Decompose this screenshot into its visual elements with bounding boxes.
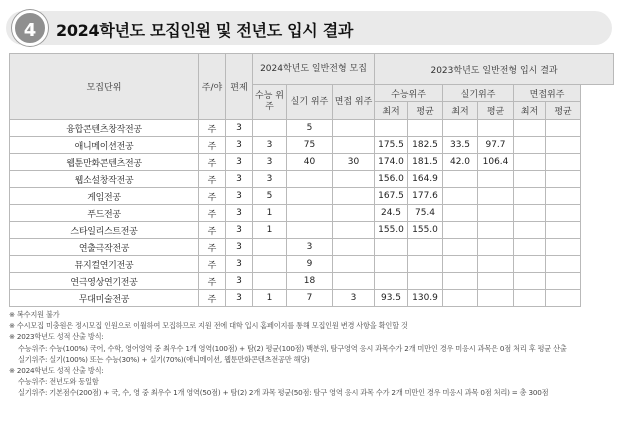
silgi-avg: [478, 239, 514, 256]
table-row: [10, 188, 614, 205]
silgi-avg: [478, 222, 514, 239]
silgi-min: 33.5: [443, 137, 478, 154]
quota-2024-silgi: 9: [287, 256, 333, 273]
day-night: 주: [199, 239, 226, 256]
header-avg: 평균: [546, 102, 581, 120]
quota-2024-silgi: 18: [287, 273, 333, 290]
silgi-min: [443, 171, 478, 188]
suneung-avg: 182.5: [408, 137, 443, 154]
header-day-night: 주/야: [199, 54, 226, 120]
quota-2024-suneung: [253, 239, 287, 256]
silgi-min: [443, 222, 478, 239]
quota-2024-suneung: 1: [253, 222, 287, 239]
suneung-avg: 177.6: [408, 188, 443, 205]
suneung-min: [375, 239, 408, 256]
interview-avg: [546, 120, 581, 137]
quota-2024-suneung: [253, 256, 287, 273]
suneung-avg: [408, 120, 443, 137]
major-name: 무대미술전공: [10, 290, 199, 307]
quota-2024-interview: [333, 120, 375, 137]
interview-min: [514, 120, 546, 137]
interview-avg: [546, 290, 581, 307]
silgi-min: [443, 273, 478, 290]
table-row: [10, 171, 614, 188]
suneung-min: 24.5: [375, 205, 408, 222]
header-min: 최저: [375, 102, 408, 120]
major-name: 연출극작전공: [10, 239, 199, 256]
page-title: 2024학년도 모집인원 및 전년도 입시 결과: [56, 21, 354, 40]
day-night: 주: [199, 171, 226, 188]
day-night: 주: [199, 137, 226, 154]
interview-avg: [546, 239, 581, 256]
table-row: [10, 222, 614, 239]
silgi-avg: [478, 273, 514, 290]
quota-2024-silgi: 7: [287, 290, 333, 307]
note-line: 실기위주: 실기(100%) 또는 수능(30%) + 실기(70%)(애니메이션, 웹툰만화콘텐츠전공만 해당): [18, 354, 310, 364]
quota-2024-suneung: 1: [253, 205, 287, 222]
header-major: 모집단위: [10, 54, 199, 120]
admission-results-table: [9, 53, 614, 307]
quota-2024-silgi: 5: [287, 120, 333, 137]
quota-2024-interview: [333, 137, 375, 154]
quota-2024-interview: [333, 188, 375, 205]
interview-min: [514, 188, 546, 205]
header-system: 편제: [226, 54, 253, 120]
table-row: [10, 290, 614, 307]
quota-2024-silgi: [287, 171, 333, 188]
note-line: 수능위주: 수능(100%) 국어, 수학, 영어영역 중 최우수 1개 영역(100점) + 탐(2) 평균(100점) 백분위, 탐구영역 응시 과목수가 2개 미만인 경우 미응시 과목은 0점 처리 후 평균 산출: [18, 343, 567, 353]
quota-2024-interview: [333, 273, 375, 290]
silgi-min: [443, 239, 478, 256]
suneung-min: [375, 256, 408, 273]
interview-min: [514, 222, 546, 239]
suneung-min: 175.5: [375, 137, 408, 154]
suneung-avg: [408, 256, 443, 273]
note-line: ※ 복수지원 불가: [9, 310, 60, 319]
major-name: 게임전공: [10, 188, 199, 205]
interview-min: [514, 137, 546, 154]
header-2023-group: 2023학년도 일반전형 입시 결과: [375, 54, 614, 85]
section-header: [6, 8, 612, 48]
interview-min: [514, 171, 546, 188]
system-years: 3: [226, 120, 253, 137]
quota-2024-interview: [333, 171, 375, 188]
silgi-min: [443, 256, 478, 273]
interview-avg: [546, 154, 581, 171]
suneung-avg: [408, 273, 443, 290]
table-row: [10, 120, 614, 137]
silgi-avg: [478, 188, 514, 205]
interview-min: [514, 239, 546, 256]
major-name: 웹툰만화콘텐츠전공: [10, 154, 199, 171]
interview-avg: [546, 273, 581, 290]
silgi-min: [443, 120, 478, 137]
quota-2024-silgi: 75: [287, 137, 333, 154]
note-line: ※ 2023학년도 성적 산출 방식:: [9, 332, 104, 342]
system-years: 3: [226, 205, 253, 222]
quota-2024-silgi: 40: [287, 154, 333, 171]
table-row: [10, 239, 614, 256]
suneung-min: [375, 120, 408, 137]
suneung-avg: [408, 239, 443, 256]
interview-avg: [546, 222, 581, 239]
major-name: 애니메이션전공: [10, 137, 199, 154]
suneung-avg: 155.0: [408, 222, 443, 239]
header-2024-silgi: 실기 위주: [287, 85, 333, 120]
quota-2024-silgi: 3: [287, 239, 333, 256]
quota-2024-suneung: 3: [253, 137, 287, 154]
suneung-avg: 181.5: [408, 154, 443, 171]
day-night: 주: [199, 120, 226, 137]
header-2024-group: 2024학년도 일반전형 모집: [253, 54, 375, 85]
major-name: 뮤지컬연기전공: [10, 256, 199, 273]
silgi-avg: [478, 256, 514, 273]
silgi-avg: 97.7: [478, 137, 514, 154]
major-name: 푸드전공: [10, 205, 199, 222]
system-years: 3: [226, 256, 253, 273]
header-2024-suneung: 수능 위주: [253, 85, 287, 120]
system-years: 3: [226, 290, 253, 307]
interview-min: [514, 290, 546, 307]
header-2024-interview: 면접 위주: [333, 85, 375, 120]
quota-2024-interview: [333, 256, 375, 273]
note-line: 실기위주: 기본점수(200점) + 국, 수, 영 중 최우수 1개 영역(50점) + 탐(2) 2개 과목 평균(50점: 탐구 영역 응시 과목 수가 2개 미만인 경우 미응시 과목 0점 처리) = 총 300점: [18, 388, 549, 398]
suneung-avg: 130.9: [408, 290, 443, 307]
day-night: 주: [199, 222, 226, 239]
header-2023-suneung: 수능위주: [375, 85, 443, 102]
table-row: [10, 273, 614, 290]
silgi-avg: [478, 290, 514, 307]
header-avg: 평균: [408, 102, 443, 120]
quota-2024-interview: [333, 205, 375, 222]
day-night: 주: [199, 188, 226, 205]
day-night: 주: [199, 154, 226, 171]
suneung-min: 167.5: [375, 188, 408, 205]
system-years: 3: [226, 154, 253, 171]
system-years: 3: [226, 273, 253, 290]
silgi-avg: [478, 205, 514, 222]
suneung-min: 93.5: [375, 290, 408, 307]
day-night: 주: [199, 205, 226, 222]
interview-avg: [546, 188, 581, 205]
suneung-avg: 164.9: [408, 171, 443, 188]
suneung-min: [375, 273, 408, 290]
note-line: ※ 수시모집 미충원은 정시모집 인원으로 이월하여 모집하므로 지원 전에 대학 입시 홈페이지를 통해 모집인원 변경 사항을 확인할 것: [9, 321, 408, 331]
major-name: 연극영상연기전공: [10, 273, 199, 290]
header-avg: 평균: [478, 102, 514, 120]
table-row: [10, 256, 614, 273]
silgi-min: 42.0: [443, 154, 478, 171]
silgi-min: [443, 205, 478, 222]
interview-avg: [546, 171, 581, 188]
section-number-badge: 4: [12, 10, 48, 46]
system-years: 3: [226, 188, 253, 205]
header-min: 최저: [443, 102, 478, 120]
quota-2024-interview: [333, 239, 375, 256]
system-years: 3: [226, 222, 253, 239]
interview-avg: [546, 137, 581, 154]
table-row: [10, 137, 614, 154]
day-night: 주: [199, 290, 226, 307]
table-row: [10, 205, 614, 222]
quota-2024-suneung: 5: [253, 188, 287, 205]
note-line: ※ 2024학년도 성적 산출 방식:: [9, 366, 104, 376]
quota-2024-interview: 3: [333, 290, 375, 307]
interview-avg: [546, 205, 581, 222]
day-night: 주: [199, 256, 226, 273]
suneung-avg: 75.4: [408, 205, 443, 222]
system-years: 3: [226, 239, 253, 256]
quota-2024-interview: 30: [333, 154, 375, 171]
header-2023-interview: 면접위주: [514, 85, 581, 102]
interview-min: [514, 205, 546, 222]
silgi-min: [443, 290, 478, 307]
interview-min: [514, 256, 546, 273]
quota-2024-silgi: [287, 188, 333, 205]
suneung-min: 155.0: [375, 222, 408, 239]
quota-2024-silgi: [287, 205, 333, 222]
silgi-avg: [478, 120, 514, 137]
major-name: 웹소설창작전공: [10, 171, 199, 188]
system-years: 3: [226, 137, 253, 154]
quota-2024-suneung: [253, 273, 287, 290]
interview-min: [514, 154, 546, 171]
day-night: 주: [199, 273, 226, 290]
major-name: 융합콘텐츠창작전공: [10, 120, 199, 137]
table-row: [10, 154, 614, 171]
system-years: 3: [226, 171, 253, 188]
quota-2024-suneung: [253, 120, 287, 137]
quota-2024-suneung: 3: [253, 154, 287, 171]
quota-2024-silgi: [287, 222, 333, 239]
silgi-min: [443, 188, 478, 205]
quota-2024-suneung: 1: [253, 290, 287, 307]
quota-2024-interview: [333, 222, 375, 239]
interview-min: [514, 273, 546, 290]
suneung-min: 174.0: [375, 154, 408, 171]
major-name: 스타일리스트전공: [10, 222, 199, 239]
footnotes: [9, 309, 615, 399]
silgi-avg: [478, 171, 514, 188]
suneung-min: 156.0: [375, 171, 408, 188]
interview-avg: [546, 256, 581, 273]
silgi-avg: 106.4: [478, 154, 514, 171]
note-line: 수능위주: 전년도와 동일함: [18, 377, 99, 387]
header-min: 최저: [514, 102, 546, 120]
header-2023-silgi: 실기위주: [443, 85, 514, 102]
quota-2024-suneung: 3: [253, 171, 287, 188]
